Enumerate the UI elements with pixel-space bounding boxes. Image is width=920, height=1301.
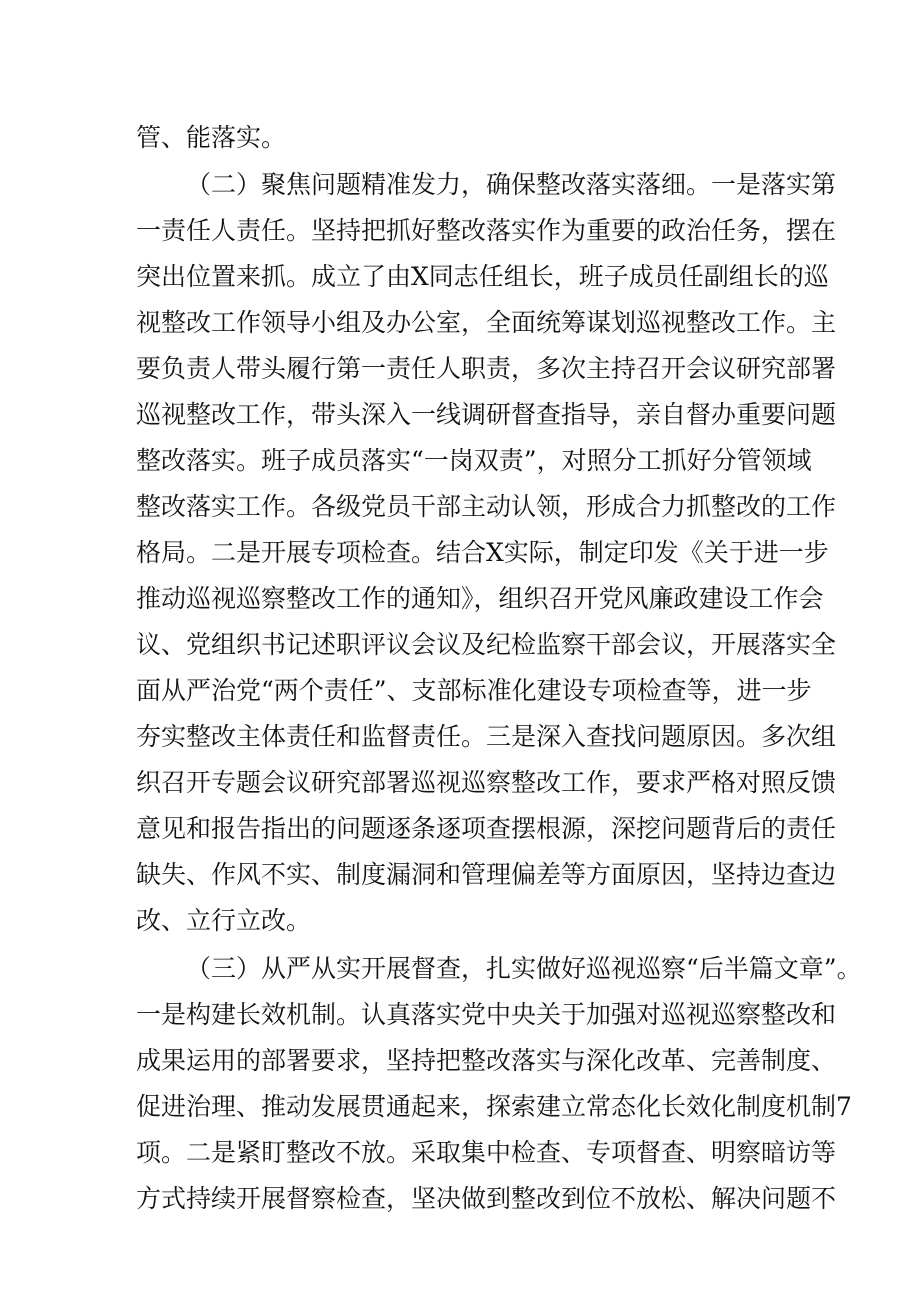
text-line: 织召开专题会议研究部署巡视巡察整改工作，要求严格对照反馈 [136, 768, 837, 797]
text-line: 整改落实工作。各级党员干部主动认领，形成合力抓整改的工作 [136, 492, 837, 521]
text-line: 一是构建长效机制。认真落实党中央关于加强对巡视巡察整改和 [136, 1000, 837, 1029]
text-line: 整改落实。班子成员落实“一岗双责”，对照分工抓好分管领域 [136, 446, 812, 475]
text-line: 突出位置来抓。成立了由X同志任组长，班子成员任副组长的巡 [136, 262, 829, 291]
section-heading-line: （二）聚焦问题精准发力，确保整改落实落细。一是落实第 [186, 170, 837, 199]
text-line: 要负责人带头履行第一责任人职责，多次主持召开会议研究部署 [136, 354, 837, 383]
text-line: 面从严治党“两个责任”、支部标准化建设专项检查等，进一步 [136, 676, 812, 705]
text-line: 推动巡视巡察整改工作的通知》，组织召开党风廉政建设工作会 [136, 584, 824, 613]
text-line: 项。二是紧盯整改不放。采取集中检查、专项督查、明察暗访等 [136, 1138, 837, 1167]
section-heading-line: （三）从严从实开展督查，扎实做好巡视巡察“后半篇文章”。 [186, 954, 862, 983]
text-line: 意见和报告指出的问题逐条逐项查摆根源，深挖问题背后的责任 [136, 814, 837, 843]
text-line: 成果运用的部署要求，坚持把整改落实与深化改革、完善制度、 [136, 1046, 837, 1075]
text-line: 议、党组织书记述职评议会议及纪检监察干部会议，开展落实全 [136, 630, 837, 659]
text-line: 改、立行立改。 [136, 906, 312, 935]
text-line: 促进治理、推动发展贯通起来，探索建立常态化长效化制度机制7 [136, 1092, 852, 1121]
text-line: 格局。二是开展专项检查。结合X实际，制定印发《关于进一步 [136, 538, 829, 567]
text-line: 一责任人责任。坚持把抓好整改落实作为重要的政治任务，摆在 [136, 216, 837, 245]
text-line: 巡视整改工作，带头深入一线调研督查指导，亲自督办重要问题 [136, 400, 837, 429]
text-line: 管、能落实。 [136, 123, 287, 152]
text-line: 缺失、作风不实、制度漏洞和管理偏差等方面原因，坚持边查边 [136, 860, 837, 889]
text-line: 夯实整改主体责任和监督责任。三是深入查找问题原因。多次组 [136, 722, 837, 751]
text-line: 方式持续开展督察检查，坚决做到整改到位不放松、解决问题不 [136, 1184, 837, 1213]
text-line: 视整改工作领导小组及办公室，全面统筹谋划巡视整改工作。主 [136, 308, 837, 337]
